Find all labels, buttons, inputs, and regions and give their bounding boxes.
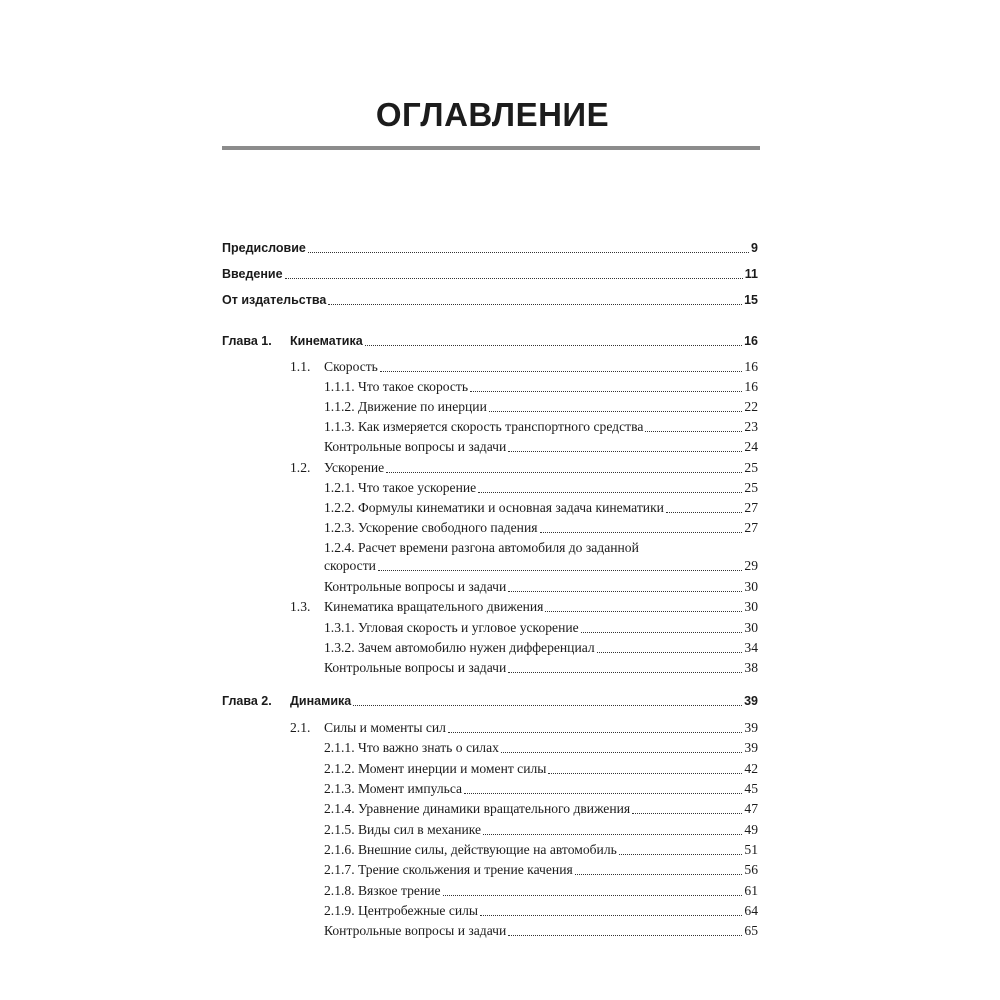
dot-leader: [545, 611, 742, 612]
section-number: 1.3.: [290, 599, 311, 614]
toc-chapter-2[interactable]: [222, 693, 758, 709]
toc-entry-page: 30: [744, 579, 758, 594]
chapter-title: Кинематика: [290, 334, 363, 348]
item-title-continuation: скорости: [324, 558, 376, 573]
toc-item[interactable]: [324, 801, 758, 817]
dot-leader: [480, 915, 742, 916]
dot-leader: [581, 632, 743, 633]
item-title: 2.1.7. Трение скольжения и трение качения: [324, 862, 573, 877]
dot-leader: [464, 793, 742, 794]
dot-leader: [365, 345, 742, 346]
toc-entry-page: 15: [744, 293, 758, 307]
item-title: 1.1.1. Что такое скорость: [324, 379, 469, 394]
toc-entry-page: 39: [744, 720, 758, 735]
chapter-label: Глава 1.: [222, 334, 272, 348]
dot-leader: [508, 935, 742, 936]
toc-entry-page: 39: [744, 694, 758, 708]
toc-entry-page: 30: [744, 599, 758, 614]
item-title: 2.1.9. Центробежные силы: [324, 903, 479, 918]
toc-entry-page: 24: [744, 439, 758, 454]
toc-item[interactable]: [324, 480, 758, 496]
toc-item[interactable]: [324, 862, 758, 878]
toc-item[interactable]: [324, 540, 758, 556]
toc-item[interactable]: [324, 379, 758, 395]
dot-leader: [378, 570, 742, 571]
dot-leader: [548, 773, 742, 774]
toc-item[interactable]: [324, 903, 758, 919]
toc-entry-page: 9: [751, 241, 758, 255]
toc-item[interactable]: [324, 822, 758, 838]
toc-item[interactable]: [324, 883, 758, 899]
toc-entry-page: 38: [744, 660, 758, 675]
toc-entry-page: 27: [744, 500, 758, 515]
dot-leader: [619, 854, 743, 855]
toc-item[interactable]: [324, 620, 758, 636]
dot-leader: [489, 411, 743, 412]
item-title: 1.2.2. Формулы кинематики и основная задача кинематики: [324, 500, 664, 515]
toc-entry-page: 65: [744, 923, 758, 938]
dot-leader: [386, 472, 742, 473]
toc-item[interactable]: [324, 740, 758, 756]
dot-leader: [645, 431, 742, 432]
dot-leader: [666, 512, 742, 513]
toc-entry-page: 16: [744, 359, 758, 374]
toc-entry-page: 25: [744, 480, 758, 495]
item-title: 2.1.4. Уравнение динамики вращательного движения: [324, 801, 631, 816]
dot-leader: [353, 705, 742, 706]
dot-leader: [632, 813, 742, 814]
toc-item[interactable]: [324, 520, 758, 536]
toc-entry-publisher[interactable]: [222, 292, 758, 308]
item-title: 2.1.1. Что важно знать о силах: [324, 740, 499, 755]
dot-leader: [501, 752, 743, 753]
item-title: Контрольные вопросы и задачи: [324, 923, 507, 938]
dot-leader: [483, 834, 742, 835]
dot-leader: [508, 591, 742, 592]
toc-section-1-3[interactable]: [290, 599, 758, 615]
toc-item[interactable]: [324, 399, 758, 415]
item-title: 1.1.3. Как измеряется скорость транспортного средства: [324, 419, 644, 434]
dot-leader: [308, 252, 749, 253]
dot-leader: [540, 532, 743, 533]
dot-leader: [575, 874, 743, 875]
toc-entry-page: 39: [744, 740, 758, 755]
item-title: Контрольные вопросы и задачи: [324, 439, 507, 454]
item-title: 1.2.3. Ускорение свободного падения: [324, 520, 538, 535]
toc-entry-page: 22: [744, 399, 758, 414]
dot-leader: [508, 672, 742, 673]
toc-item[interactable]: [324, 923, 758, 939]
toc-item[interactable]: [324, 640, 758, 656]
toc-entry-page: 42: [744, 761, 758, 776]
dot-leader: [508, 451, 742, 452]
dot-leader: [448, 732, 742, 733]
toc-item[interactable]: [324, 419, 758, 435]
item-title: 1.2.1. Что такое ускорение: [324, 480, 477, 495]
section-title: Ускорение: [324, 460, 385, 475]
toc-entry-preface[interactable]: [222, 240, 758, 256]
chapter-title: Динамика: [290, 694, 352, 708]
toc-entry-page: 30: [744, 620, 758, 635]
item-title: 1.2.4. Расчет времени разгона автомобиля до заданной: [324, 540, 639, 555]
section-number: 1.1.: [290, 359, 311, 374]
item-title: 1.1.2. Движение по инерции: [324, 399, 487, 414]
toc-item[interactable]: [324, 781, 758, 797]
toc-entry-page: 16: [744, 379, 758, 394]
toc-entry-page: 27: [744, 520, 758, 535]
toc-item[interactable]: [324, 439, 758, 455]
dot-leader: [380, 371, 743, 372]
item-title: Контрольные вопросы и задачи: [324, 579, 507, 594]
toc-entry-page: 47: [744, 801, 758, 816]
toc-entry-page: 25: [744, 460, 758, 475]
toc-item-continuation[interactable]: [324, 558, 758, 574]
dot-leader: [443, 895, 743, 896]
toc-entry-page: 16: [744, 334, 758, 348]
section-number: 1.2.: [290, 460, 311, 475]
toc-entry-page: 23: [744, 419, 758, 434]
toc-item[interactable]: [324, 660, 758, 676]
toc-item[interactable]: [324, 500, 758, 516]
toc-entry-label: Введение: [222, 267, 283, 281]
toc-entry-page: 11: [744, 267, 758, 281]
toc-entry-page: 51: [744, 842, 758, 857]
toc-item[interactable]: [324, 842, 758, 858]
section-title: Силы и моменты сил: [324, 720, 446, 735]
item-title: 1.3.2. Зачем автомобилю нужен дифференциал: [324, 640, 595, 655]
toc-chapter-1[interactable]: [222, 333, 758, 349]
page-title: ОГЛАВЛЕНИЕ: [375, 96, 610, 133]
toc-item[interactable]: [324, 761, 758, 777]
section-title: Кинематика вращательного движения: [324, 599, 544, 614]
toc-entry-page: 45: [744, 781, 758, 796]
toc-section-2-1[interactable]: [290, 720, 758, 736]
item-title: 2.1.3. Момент импульса: [324, 781, 463, 796]
toc-entry-page: 29: [744, 558, 758, 573]
toc-section-1-2[interactable]: [290, 460, 758, 476]
dot-leader: [328, 304, 742, 305]
item-title: 2.1.8. Вязкое трение: [324, 883, 441, 898]
toc-section-1-1[interactable]: [290, 359, 758, 375]
dot-leader: [597, 652, 743, 653]
item-title: 2.1.2. Момент инерции и момент силы: [324, 761, 547, 776]
item-title: 1.3.1. Угловая скорость и угловое ускорение: [324, 620, 579, 635]
toc-entry-label: Предисловие: [222, 241, 306, 255]
section-number: 2.1.: [290, 720, 311, 735]
toc-entry-intro[interactable]: [222, 266, 758, 282]
section-title: Скорость: [324, 359, 378, 374]
toc-entry-page: 64: [744, 903, 758, 918]
toc-entry-page: 61: [744, 883, 758, 898]
dot-leader: [470, 391, 742, 392]
dot-leader: [478, 492, 742, 493]
toc-entry-label: От издательства: [222, 293, 327, 307]
item-title: 2.1.6. Внешние силы, действующие на автомобиль: [324, 842, 617, 857]
chapter-label: Глава 2.: [222, 694, 272, 708]
dot-leader: [285, 278, 743, 279]
toc-item[interactable]: [324, 579, 758, 595]
toc-entry-page: 49: [744, 822, 758, 837]
toc-entry-page: 34: [744, 640, 758, 655]
toc-entry-page: 56: [744, 862, 758, 877]
item-title: Контрольные вопросы и задачи: [324, 660, 507, 675]
item-title: 2.1.5. Виды сил в механике: [324, 822, 482, 837]
